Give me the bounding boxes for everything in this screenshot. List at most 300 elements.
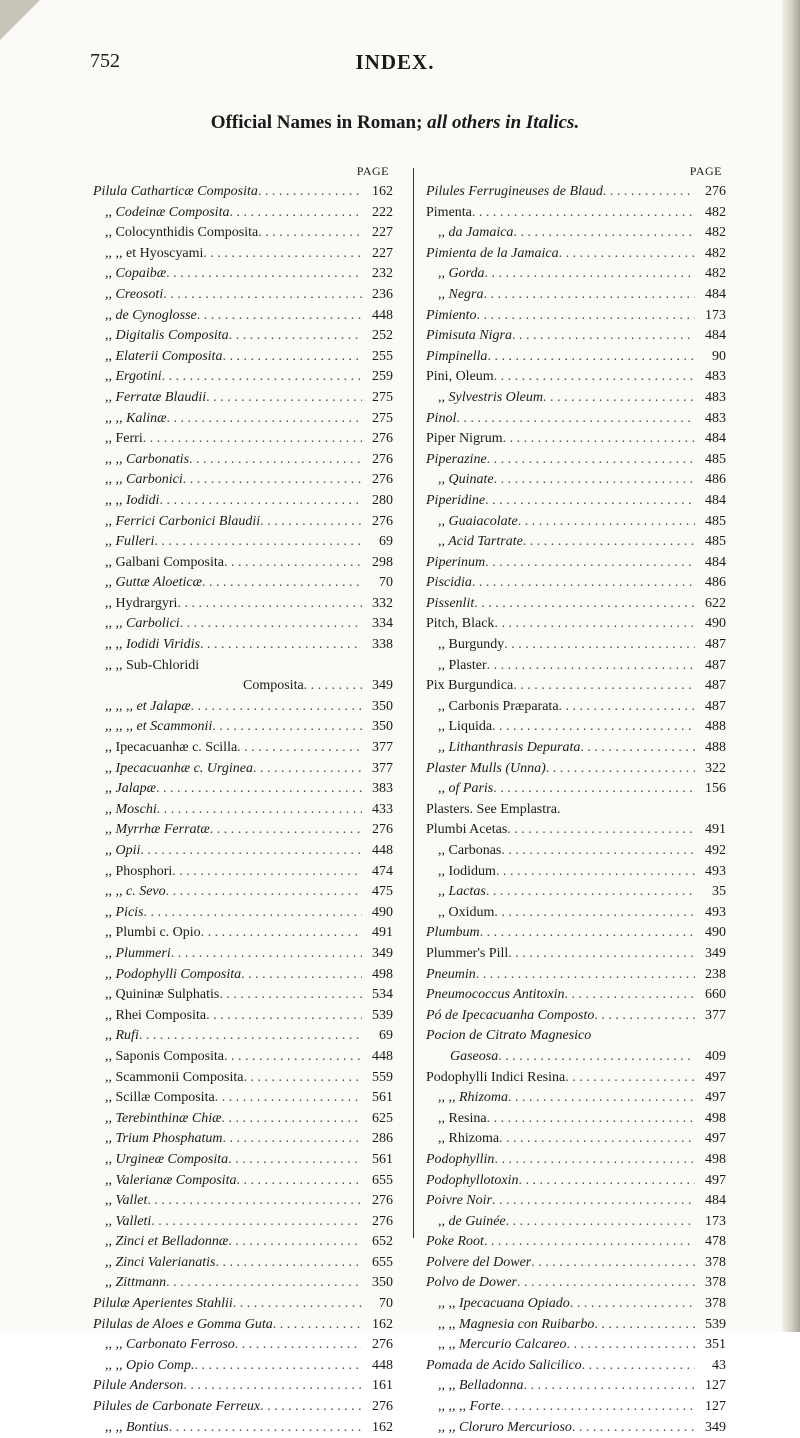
entry-page: 350: [372, 698, 393, 714]
entry-name: Plumbum: [426, 925, 480, 941]
entry-page: 488: [705, 740, 726, 756]
dot-leader: [501, 841, 695, 862]
entry-name: ,, Jalapæ: [105, 781, 156, 797]
dot-leader: [559, 697, 695, 718]
entry-name: ,, Lithanthrasis Depurata: [438, 740, 581, 756]
index-entry: [93, 264, 393, 285]
index-entry: [93, 759, 393, 780]
entry-page: 70: [379, 575, 393, 591]
dot-leader: [476, 965, 695, 986]
entry-name: ,, Quininæ Sulphatis: [105, 987, 220, 1003]
index-entry: [426, 1335, 726, 1356]
dot-leader: [233, 1294, 362, 1315]
entry-page: 377: [705, 1007, 726, 1023]
entry-page: 127: [705, 1378, 726, 1394]
dot-leader: [222, 347, 362, 368]
dot-leader: [513, 223, 695, 244]
entry-name: Plaster Mulls (Unna): [426, 760, 546, 776]
index-entry: [426, 1109, 726, 1130]
index-entry: [426, 841, 726, 862]
index-entry: [426, 820, 726, 841]
entry-page: 484: [705, 431, 726, 447]
entry-page: 377: [372, 740, 393, 756]
dot-leader: [206, 1006, 362, 1027]
entry-name: ,, ,, c. Sevo: [105, 884, 166, 900]
entry-name: ,, Valerianæ Composita: [105, 1172, 237, 1188]
entry-page: 238: [705, 966, 726, 982]
index-entry: [426, 429, 726, 450]
dot-leader: [147, 1191, 362, 1212]
index-entry: [93, 1006, 393, 1027]
index-entry: [426, 1212, 726, 1233]
index-entry: [426, 1047, 726, 1068]
entry-name: Polvo de Dower: [426, 1275, 517, 1291]
dot-leader: [228, 1232, 362, 1253]
entry-name: ,, Copaibæ: [105, 266, 167, 282]
entry-page: 378: [705, 1296, 726, 1312]
index-entry: [93, 614, 393, 635]
index-entry: [93, 882, 393, 903]
entry-name: ,, Opii: [105, 843, 141, 858]
entry-name: Composita: [243, 678, 304, 694]
entry-name: ,, Gorda: [438, 266, 485, 282]
dot-leader: [508, 1088, 695, 1109]
entry-name: Pix Burgundica: [426, 678, 514, 694]
entry-name: Piperidine: [426, 492, 486, 508]
index-entry: [93, 1047, 393, 1068]
dot-leader: [513, 676, 695, 697]
index-subtitle: [0, 112, 790, 134]
dot-leader: [485, 264, 695, 285]
index-entry: [426, 738, 726, 759]
entry-name: ,, Scammonii Composita: [105, 1069, 244, 1085]
entry-page: 276: [372, 1399, 393, 1415]
entry-page: 275: [372, 410, 393, 426]
entry-name: ,, Scillæ Composita: [105, 1090, 215, 1106]
entry-name: ,, ,, Carbolici: [105, 616, 180, 632]
entry-name: Podophyllotoxin: [426, 1172, 519, 1188]
index-entry: [426, 182, 726, 203]
dot-leader: [517, 1273, 695, 1294]
dot-leader: [201, 923, 362, 944]
entry-page: 490: [372, 904, 393, 920]
dot-leader: [224, 553, 362, 574]
dot-leader: [484, 285, 696, 306]
entry-page: 493: [705, 863, 726, 879]
index-entry: [426, 697, 726, 718]
index-entry: [426, 779, 726, 800]
entry-name: Pneumococcus Antitoxin: [426, 987, 565, 1003]
dot-leader: [507, 820, 695, 841]
dot-leader: [219, 985, 362, 1006]
page-header: [0, 50, 790, 80]
entry-name: ,, Trium Phosphatum: [105, 1131, 223, 1147]
index-entry: [93, 923, 393, 944]
entry-page: 483: [705, 389, 726, 405]
dot-leader: [229, 203, 362, 224]
index-entry: [93, 1088, 393, 1109]
entry-name: Pimiento: [426, 307, 477, 323]
index-entry: [93, 1129, 393, 1150]
index-entry: [93, 491, 393, 512]
entry-page: 332: [372, 595, 393, 611]
entry-page: 483: [705, 410, 726, 426]
entry-name: ,, Rhizoma: [438, 1131, 500, 1147]
index-entry: [426, 676, 726, 697]
index-entry: [426, 614, 726, 635]
entry-page: 236: [372, 286, 393, 302]
entry-page: 625: [372, 1110, 393, 1126]
entry-page: 161: [372, 1378, 393, 1394]
dot-leader: [304, 676, 362, 697]
entry-page: 660: [705, 987, 726, 1003]
dot-leader: [594, 1315, 695, 1336]
entry-name: Podophyllin: [426, 1151, 495, 1167]
entry-name: ,, Rhei Composita: [105, 1007, 207, 1023]
dot-leader: [493, 779, 695, 800]
entry-name: Pilules de Carbonate Ferreux: [93, 1399, 261, 1415]
entry-name: ,, Creosoti: [105, 286, 164, 302]
dot-leader: [139, 1026, 362, 1047]
dot-leader: [183, 470, 362, 491]
entry-page: 652: [372, 1234, 393, 1250]
entry-name: ,, ,, Iodidi: [105, 492, 160, 508]
index-entry: [426, 347, 726, 368]
entry-name: ,, Quinate: [438, 472, 494, 488]
index-entry: [426, 1397, 726, 1418]
left-column-head: PAGE: [356, 164, 389, 178]
index-entry: [93, 1212, 393, 1233]
entry-page: 475: [372, 884, 393, 900]
entry-name: ,, Carbonis Præparata: [438, 698, 559, 714]
entry-name: ,, Acid Tartrate: [438, 534, 523, 550]
index-entry: [426, 1171, 726, 1192]
index-entry: [93, 717, 393, 738]
entry-page: 488: [705, 719, 726, 735]
entry-page: 322: [705, 760, 726, 776]
dot-leader: [191, 697, 362, 718]
entry-page: 498: [372, 966, 393, 982]
entry-page: 497: [705, 1069, 726, 1085]
right-column-head: PAGE: [689, 164, 722, 178]
entry-name: ,, Resina: [438, 1110, 487, 1126]
index-entry: [93, 306, 393, 327]
index-entry: [93, 1171, 393, 1192]
index-entry: [426, 1232, 726, 1253]
index-entry: [93, 429, 393, 450]
index-entry: [426, 903, 726, 924]
index-entry: [93, 409, 393, 430]
index-entry: [93, 985, 393, 1006]
entry-page: 448: [372, 307, 393, 323]
dot-leader: [492, 1191, 695, 1212]
entry-page: 378: [705, 1254, 726, 1270]
entry-name: ,, ,, Ipecacuana Opiado: [438, 1296, 570, 1312]
entry-name: ,, ,, Iodidi Viridis: [105, 637, 201, 653]
index-entry: [93, 903, 393, 924]
entry-page: 484: [705, 1193, 726, 1209]
index-entry: [93, 223, 393, 244]
entry-page: 487: [705, 698, 726, 714]
index-entry: [93, 1253, 393, 1274]
dot-leader: [487, 347, 695, 368]
entry-name: Pimienta de la Jamaica: [426, 245, 559, 261]
index-entry: [426, 759, 726, 780]
entry-page: 35: [712, 884, 726, 900]
entry-name: Pimpinella: [426, 348, 488, 364]
index-entry: [93, 676, 393, 697]
index-entry: [93, 203, 393, 224]
dot-leader: [171, 944, 362, 965]
dot-leader: [570, 1294, 695, 1315]
dot-leader: [508, 944, 695, 965]
entry-name: ,, ,, Carbonici: [105, 472, 183, 488]
entry-name: ,, ,, ,, et Scammonii: [105, 719, 213, 735]
index-entry: [426, 1068, 726, 1089]
entry-name: Pitch, Black: [426, 616, 495, 632]
dot-leader: [546, 759, 695, 780]
dot-leader: [494, 470, 695, 491]
index-entry: [93, 285, 393, 306]
index-entry: [93, 553, 393, 574]
page-corner-shadow: [0, 0, 40, 40]
index-entry: [426, 532, 726, 553]
entry-page: 173: [705, 1213, 726, 1229]
dot-leader: [518, 512, 695, 533]
entry-page: 486: [705, 472, 726, 488]
entry-page: 491: [372, 925, 393, 941]
entry-name: ,, ,, Belladonna: [438, 1378, 524, 1394]
dot-leader: [512, 326, 695, 347]
entry-name: ,, Plumbi c. Opio: [105, 925, 201, 941]
entry-page: 350: [372, 1275, 393, 1291]
entry-name: ,, ,, Kalinæ: [105, 410, 167, 426]
index-entry: [93, 1232, 393, 1253]
entry-page: 485: [705, 534, 726, 550]
dot-leader: [531, 1253, 695, 1274]
index-entry: [93, 1376, 393, 1397]
index-entry: [426, 512, 726, 533]
dot-leader: [206, 388, 362, 409]
entry-page: 162: [372, 1316, 393, 1332]
entry-name: ,, de Guinée: [438, 1213, 506, 1229]
left-column: [93, 164, 393, 1438]
entry-page: 655: [372, 1172, 393, 1188]
entry-name: Piper Nigrum: [426, 431, 503, 447]
dot-leader: [212, 717, 362, 738]
dot-leader: [194, 1356, 362, 1377]
column-rule: [413, 168, 414, 1238]
dot-leader: [199, 656, 362, 677]
entry-page: 334: [372, 616, 393, 632]
dot-leader: [492, 717, 695, 738]
dot-leader: [543, 388, 695, 409]
dot-leader: [154, 532, 362, 553]
index-entry: [93, 965, 393, 986]
dot-leader: [156, 779, 362, 800]
entry-page: 490: [705, 616, 726, 632]
entry-page: 349: [705, 945, 726, 961]
dot-leader: [524, 1376, 695, 1397]
index-entry: [93, 1335, 393, 1356]
dot-leader: [172, 862, 362, 883]
entry-name: Pilulæ Aperientes Stahlii: [93, 1296, 233, 1312]
entry-page: 378: [705, 1275, 726, 1291]
entry-page: 409: [705, 1048, 726, 1064]
index-entry: [93, 367, 393, 388]
entry-page: 484: [705, 554, 726, 570]
entry-page: 478: [705, 1234, 726, 1250]
entry-name: Pneumin: [426, 966, 476, 982]
entry-name: Pimisuta Nigra: [426, 328, 512, 344]
entry-name: Poivre Noir: [426, 1193, 492, 1209]
index-entry: [93, 326, 393, 347]
dot-leader: [582, 1356, 695, 1377]
index-entry: [93, 594, 393, 615]
entry-name: Pinol: [426, 410, 457, 426]
index-entry: [426, 717, 726, 738]
entry-name: ,, ,, Sub-Chloridi: [105, 657, 200, 673]
dot-leader: [273, 1315, 362, 1336]
dot-leader: [197, 306, 362, 327]
dot-leader: [498, 1047, 695, 1068]
entry-page: 276: [372, 1213, 393, 1229]
dot-leader: [499, 1129, 695, 1150]
entry-name: Pimenta: [426, 204, 472, 220]
entry-page: 156: [705, 781, 726, 797]
dot-leader: [140, 841, 362, 862]
entry-name: Pomada de Acido Salicilico: [426, 1357, 582, 1373]
entry-name: ,, Plaster: [438, 657, 487, 673]
entry-page: 474: [372, 863, 393, 879]
index-entry: [93, 512, 393, 533]
entry-page: [362, 656, 393, 677]
entry-name: ,, ,, Carbonatis: [105, 451, 190, 467]
entry-name: Plasters. See Emplastra.: [426, 801, 561, 817]
entry-page: 485: [705, 513, 726, 529]
entry-page: 69: [379, 534, 393, 550]
entry-name: ,, Saponis Composita: [105, 1048, 225, 1064]
index-entry: [93, 347, 393, 368]
entry-name: Pini, Oleum: [426, 369, 494, 385]
dot-leader: [559, 244, 695, 265]
index-entry: [426, 1006, 726, 1027]
entry-page: 482: [705, 266, 726, 282]
index-entry: [93, 635, 393, 656]
entry-name: ,, ,, Magnesia con Ruibarbo: [438, 1316, 595, 1332]
entry-name: ,, Vallet: [105, 1193, 148, 1209]
entry-name: ,, Ergotini: [105, 369, 162, 385]
entry-name: ,, Liquida: [438, 719, 493, 735]
entry-page: 497: [705, 1172, 726, 1188]
index-entry: [426, 409, 726, 430]
index-entry: [93, 573, 393, 594]
index-entry: [93, 1315, 393, 1336]
entry-name: ,, Picis: [105, 904, 144, 920]
dot-leader: [260, 512, 362, 533]
entry-name: ,, Sylvestris Oleum: [438, 389, 543, 405]
entry-page: 433: [372, 801, 393, 817]
entry-name: ,, Lactas: [438, 884, 486, 900]
dot-leader: [228, 1150, 362, 1171]
entry-page: 622: [705, 595, 726, 611]
entry-page: 351: [705, 1337, 726, 1353]
entry-name: ,, Ferrici Carbonici Blaudii: [105, 513, 261, 529]
index-entry: [426, 264, 726, 285]
entry-page: 232: [372, 266, 393, 282]
index-entry: [426, 985, 726, 1006]
entry-name: ,, Elaterii Composita: [105, 348, 223, 364]
entry-page: 227: [372, 225, 393, 241]
entry-name: ,, Galbani Composita: [105, 554, 224, 570]
index-entry: [426, 656, 726, 677]
entry-page: 162: [372, 1419, 393, 1435]
index-entry: [426, 1294, 726, 1315]
entry-name: ,, Zinci et Belladonnæ: [105, 1234, 229, 1250]
entry-name: ,, Ferri: [105, 431, 143, 447]
entry-name: Piperinum: [426, 554, 486, 570]
dot-leader: [241, 965, 362, 986]
index-entry: [93, 800, 393, 821]
entry-page: 485: [705, 451, 726, 467]
index-entry: [426, 470, 726, 491]
entry-page: 275: [372, 389, 393, 405]
index-entry: [93, 388, 393, 409]
entry-name: Plummer's Pill: [426, 945, 509, 961]
entry-name: ,, Zinci Valerianatis: [105, 1254, 216, 1270]
dot-leader: [480, 923, 695, 944]
entry-name: ,, Colocynthidis Composita: [105, 225, 259, 241]
dot-leader: [224, 1047, 362, 1068]
entry-name: ,, Guaiacolate: [438, 513, 518, 529]
entry-name: Poke Root: [426, 1234, 484, 1250]
dot-leader: [144, 903, 363, 924]
entry-name: ,, ,, Carbonato Ferroso: [105, 1337, 235, 1353]
dot-leader: [496, 862, 695, 883]
dot-leader: [472, 573, 695, 594]
dot-leader: [143, 429, 362, 450]
entry-page: [695, 800, 726, 821]
dot-leader: [200, 635, 362, 656]
entry-page: 448: [372, 1357, 393, 1373]
left-entries: [93, 182, 393, 1438]
entry-page: 276: [372, 1193, 393, 1209]
entry-name: Pilulas de Aloes e Gomma Guta: [93, 1316, 273, 1332]
entry-name: Piperazine: [426, 451, 487, 467]
dot-leader: [566, 1335, 695, 1356]
entry-page: 497: [705, 1090, 726, 1106]
index-entry: [426, 1150, 726, 1171]
entry-name: ,, Plummeri: [105, 945, 171, 961]
entry-name: ,, Ipecacuanhæ c. Scilla: [105, 740, 238, 756]
index-entry: [426, 1253, 726, 1274]
index-entry: [426, 923, 726, 944]
entry-name: ,, ,, Rhizoma: [438, 1090, 508, 1106]
entry-page: 276: [372, 822, 393, 838]
dot-leader: [591, 1026, 695, 1047]
dot-leader: [202, 573, 362, 594]
entry-page: 448: [372, 1048, 393, 1064]
dot-leader: [487, 656, 695, 677]
dot-leader: [166, 882, 362, 903]
entry-name: ,, Podophylli Composita: [105, 966, 242, 982]
entry-page: 383: [372, 781, 393, 797]
entry-name: Pó de Ipecacuanha Composto: [426, 1007, 595, 1023]
dot-leader: [494, 614, 695, 635]
index-entry: [426, 326, 726, 347]
entry-name: ,, ,, Mercurio Calcareo: [438, 1337, 567, 1353]
dot-leader: [258, 223, 362, 244]
